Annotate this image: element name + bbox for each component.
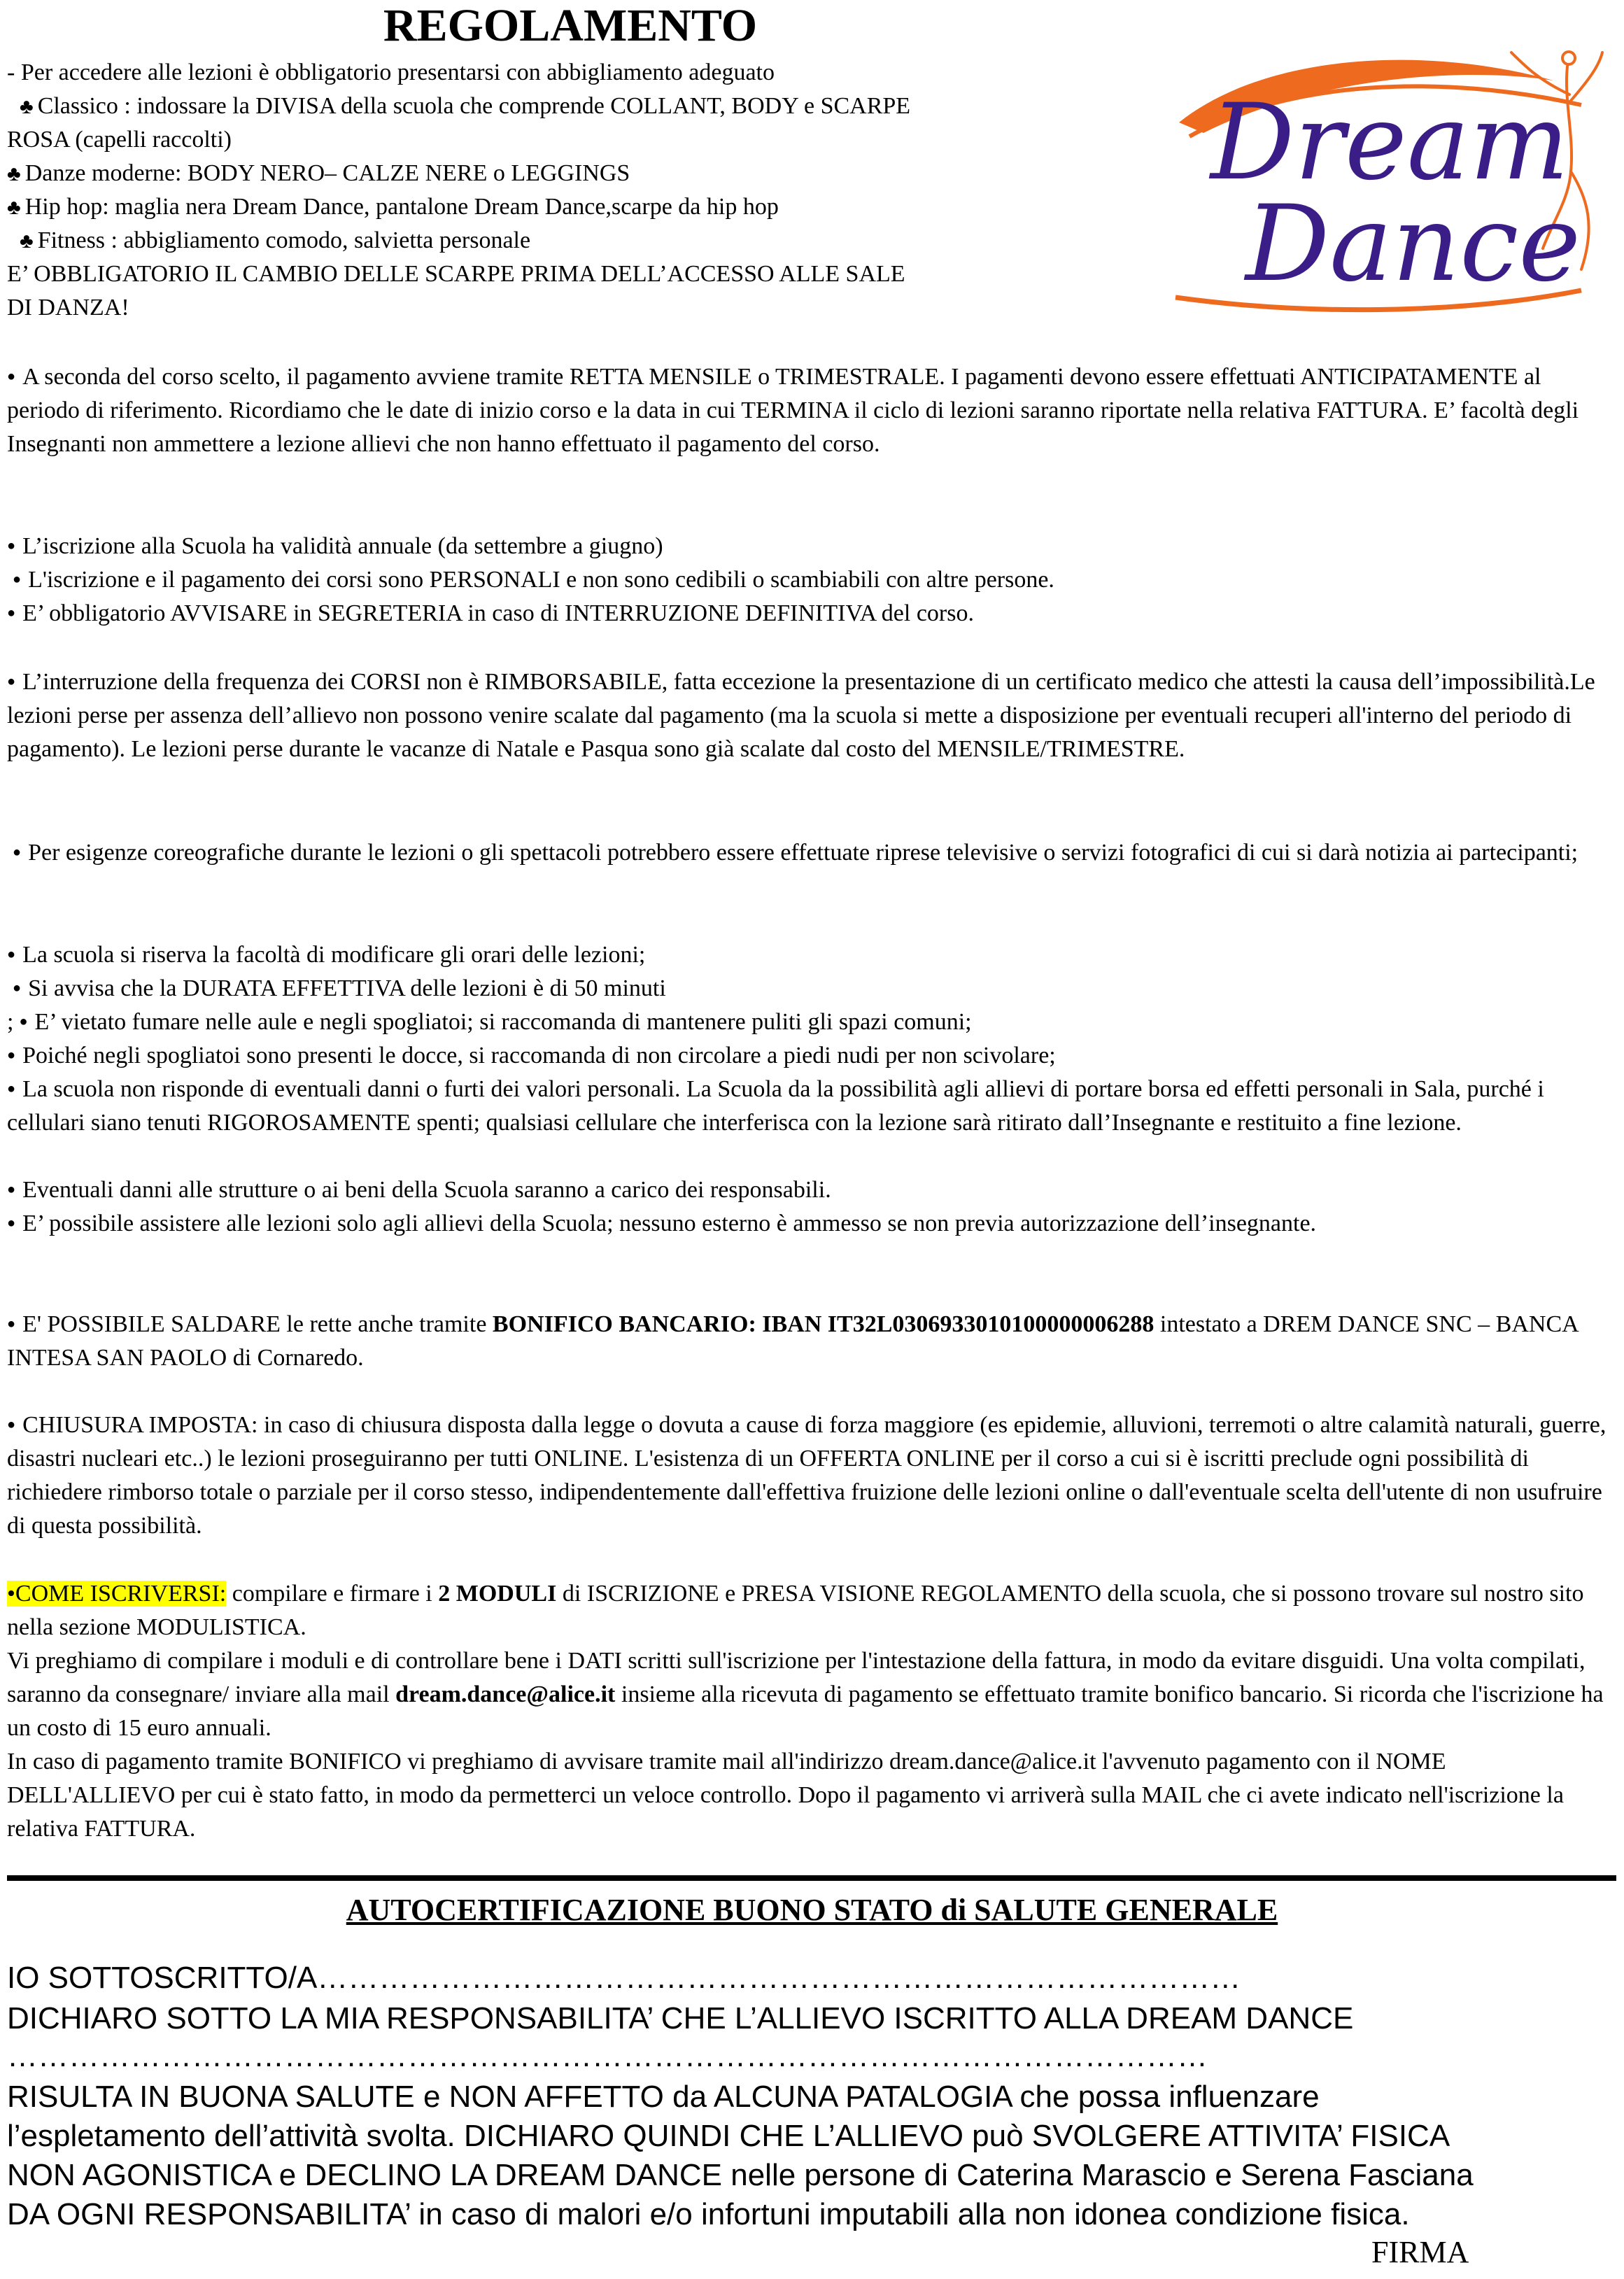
club-icon: ♣	[7, 162, 21, 185]
rule-assistere: ● E’ possibile assistere alle lezioni solo agli allievi della Scuola; nessuno esterno è ammesso se non previa autorizzazione dell’insegnante.	[7, 1211, 1317, 1236]
rule-danni-furti: ● La scuola non risponde di eventuali danni o furti dei valori personali. La Scuola da la possibilità agli allievi di portare borsa ed effetti personali in Sala, purché i cellulari siano tenuti RIGOROSAMENTE spenti; qualsiasi cellulare che interferisca con la lezione sarà ritirato dall’Insegnante e restituito a fine lezione.	[7, 1076, 1544, 1136]
dress-moderne: ♣ Danze moderne: BODY NERO– CALZE NERE o LEGGINGS	[7, 160, 630, 186]
intro-line-7: E’ OBBLIGATORIO IL CAMBIO DELLE SCARPE PRIMA DELL’ACCESSO ALLE SALE	[7, 261, 905, 287]
dress-classico: ♣ Classico : indossare la DIVISA della scuola che comprende COLLANT, BODY e SCARPE	[20, 93, 911, 119]
intro-line-8: DI DANZA!	[7, 295, 129, 320]
bullet-icon: ●	[7, 674, 16, 689]
rule-chiusura: ● CHIUSURA IMPOSTA: in caso di chiusura disposta dalla legge o dovuta a cause di forza maggiore (es epidemie, alluvioni, terremoti o altre calamità naturali, guerre, disastri nucleari etc..) le lezioni proseguiranno per tutti ONLINE. L'esistenza di un OFFERTA ONLINE per il corso a cui si è iscritti preclude ogni possibilità di richiedere rimborso totale o parziale per il corso stesso, indipendentemente dall'effettiva fruizione delle lezioni online o dall'eventuale scelta dell'utente di non usufruire di questa possibilità.	[7, 1412, 1607, 1539]
rule-iscrizione-3: ● E’ obbligatorio AVVISARE in SEGRETERIA in caso di INTERRUZIONE DEFINITIVA del corso.	[7, 600, 974, 626]
rule-danni-strutture: ● Eventuali danni alle strutture o ai beni della Scuola saranno a carico dei responsabili.	[7, 1177, 831, 1203]
page-title: REGOLAMENTO	[383, 0, 758, 51]
bullet-icon: ●	[13, 845, 22, 860]
cert-line-4: RISULTA IN BUONA SALUTE e NON AFFETTO da ALCUNA PATALOGIA che possa influenzare	[7, 2080, 1320, 2114]
cert-line-2: DICHIARO SOTTO LA MIA RESPONSABILITA’ CHE L’ALLIEVO ISCRITTO ALLA DREAM DANCE	[7, 2001, 1354, 2035]
come-iscriversi: •COME ISCRIVERSI: compilare e firmare i 2 MODULI di ISCRIZIONE e PRESA VISIONE REGOLAMENTO della scuola, che si possono trovare sul nostro sito nella sezione MODULISTICA.	[7, 1581, 1584, 1640]
dress-hiphop: ♣ Hip hop: maglia nera Dream Dance, pantalone Dream Dance,scarpe da hip hop	[7, 194, 779, 220]
dress-fitness: ♣ Fitness : abbigliamento comodo, salvietta personale	[20, 227, 531, 253]
rule-docce: ● Poiché negli spogliatoi sono presenti le docce, si raccomanda di non circolare a piedi nudi per non scivolare;	[7, 1043, 1056, 1068]
rule-riprese: ● Per esigenze coreografiche durante le lezioni o gli spettacoli potrebbero essere effettuate riprese televisive o servizi fotografici di cui si darà notizia ai partecipanti;	[13, 840, 1579, 866]
bullet-icon: ●	[7, 538, 16, 553]
cert-line-1: IO SOTTOSCRITTO/A………………………………………………………………………………	[7, 1961, 1241, 1995]
cert-line-5: l’espletamento dell’attività svolta. DICHIARO QUINDI CHE L’ALLIEVO può SVOLGERE ATTIVITA’ FISICA	[7, 2119, 1450, 2153]
iban: BONIFICO BANCARIO: IBAN IT32L0306933010100000006288	[492, 1311, 1155, 1337]
logo-word-dance: Dance	[1245, 183, 1581, 305]
dream-dance-logo	[1161, 38, 1609, 315]
cert-line-6: NON AGONISTICA e DECLINO LA DREAM DANCE nelle persone di Caterina Marascio e Serena Fasciana	[7, 2158, 1474, 2192]
rule-fumo: ; ● E’ vietato fumare nelle aule e negli spogliatoi; si raccomanda di mantenere puliti gli spazi comuni;	[7, 1009, 972, 1035]
logo-word-dream: Dream	[1210, 82, 1569, 204]
cert-line-3: ………………………………………………………………………………………………………	[7, 2039, 1208, 2073]
intro-line-3: ROSA (capelli raccolti)	[7, 127, 232, 153]
rule-orari: ● La scuola si riserva la facoltà di modificare gli orari delle lezioni;	[7, 942, 646, 968]
come-compilazione: Vi preghiamo di compilare i moduli e di controllare bene i DATI scritti sull'iscrizione per l'intestazione della fattura, in modo da evitare disguidi. Una volta compilati, saranno da consegnare/ inviare alla mail dream.dance@alice.it insieme alla ricevuta di pagamento se effettuato tramite bonifico bancario. Si ricorda che l'iscrizione ha un costo di 15 euro annuali.	[7, 1648, 1604, 1741]
bullet-icon: ●	[7, 605, 16, 621]
bullet-icon: ●	[7, 1316, 16, 1332]
bullet-icon: ●	[19, 1014, 28, 1029]
club-icon: ♣	[20, 230, 34, 253]
bullet-icon: ●	[13, 572, 22, 587]
cert-line-7: DA OGNI RESPONSABILITA’ in caso di malori e/o infortuni imputabili alla non idonea condizione fisica.	[7, 2197, 1410, 2231]
section-divider	[7, 1875, 1616, 1881]
bullet-icon: ●	[13, 980, 22, 996]
club-icon: ♣	[7, 196, 21, 219]
rule-interruzione: ● L’interruzione della frequenza dei CORSI non è RIMBORSABILE, fatta eccezione la presentazione di un certificato medico che attesti la causa dell’impossibilità.Le lezioni perse per assenza dell’allievo non possono venire scalate dal pagamento (ma la scuola si mette a disposizione per eventuali recuperi all'interno del periodo di pagamento). Le lezioni perse durante le vacanze di Natale e Pasqua sono già scalate dal costo del MENSILE/TRIMESTRE.	[7, 669, 1595, 762]
bullet-icon: ●	[7, 1081, 16, 1096]
rule-bonifico: ● E' POSSIBILE SALDARE le rette anche tramite BONIFICO BANCARIO: IBAN IT32L0306933010100000006288 intestato a DREM DANCE SNC – BANCA INTESA SAN PAOLO di Cornaredo.	[7, 1311, 1578, 1371]
rule-pagamento: ● A seconda del corso scelto, il pagamento avviene tramite RETTA MENSILE o TRIMESTRALE. I pagamenti devono essere effettuati ANTICIPATAMENTE al periodo di riferimento. Ricordiamo che le date di inizio corso e la data in cui TERMINA il ciclo di lezioni saranno riportate nella relativa FATTURA. E’ facoltà degli Insegnanti non ammettere a lezione allievi che non hanno effettuato il pagamento del corso.	[7, 364, 1579, 457]
cert-title: AUTOCERTIFICAZIONE BUONO STATO di SALUTE GENERALE	[346, 1893, 1278, 1927]
bullet-icon: ●	[7, 1182, 16, 1197]
club-icon: ♣	[20, 95, 34, 118]
signature-label: FIRMA	[1371, 2235, 1469, 2269]
bullet-icon: ●	[7, 947, 16, 962]
bullet-icon: ●	[7, 1417, 16, 1432]
come-iscriversi-label: •COME ISCRIVERSI:	[7, 1581, 227, 1607]
email-link[interactable]: dream.dance@alice.it	[395, 1681, 616, 1707]
bullet-icon: ●	[7, 1215, 16, 1231]
bullet-icon: ●	[7, 1047, 16, 1063]
intro-line-1: - Per accedere alle lezioni è obbligatorio presentarsi con abbigliamento adeguato	[7, 59, 775, 85]
rule-iscrizione-2: ● L'iscrizione e il pagamento dei corsi sono PERSONALI e non sono cedibili o scambiabili con altre persone.	[13, 567, 1054, 593]
come-bonifico: In caso di pagamento tramite BONIFICO vi preghiamo di avvisare tramite mail all'indirizzo dream.dance@alice.it l'avvenuto pagamento con il NOME DELL'ALLIEVO per cui è stato fatto, in modo da permetterci un veloce controllo. Dopo il pagamento vi arriverà sulla MAIL che ci avete indicato nell'iscrizione la relativa FATTURA.	[7, 1749, 1564, 1842]
rule-durata: ● Si avvisa che la DURATA EFFETTIVA delle lezioni è di 50 minuti	[13, 975, 666, 1001]
bullet-icon: ●	[7, 369, 16, 384]
rule-iscrizione-1: ● L’iscrizione alla Scuola ha validità annuale (da settembre a giugno)	[7, 533, 663, 559]
